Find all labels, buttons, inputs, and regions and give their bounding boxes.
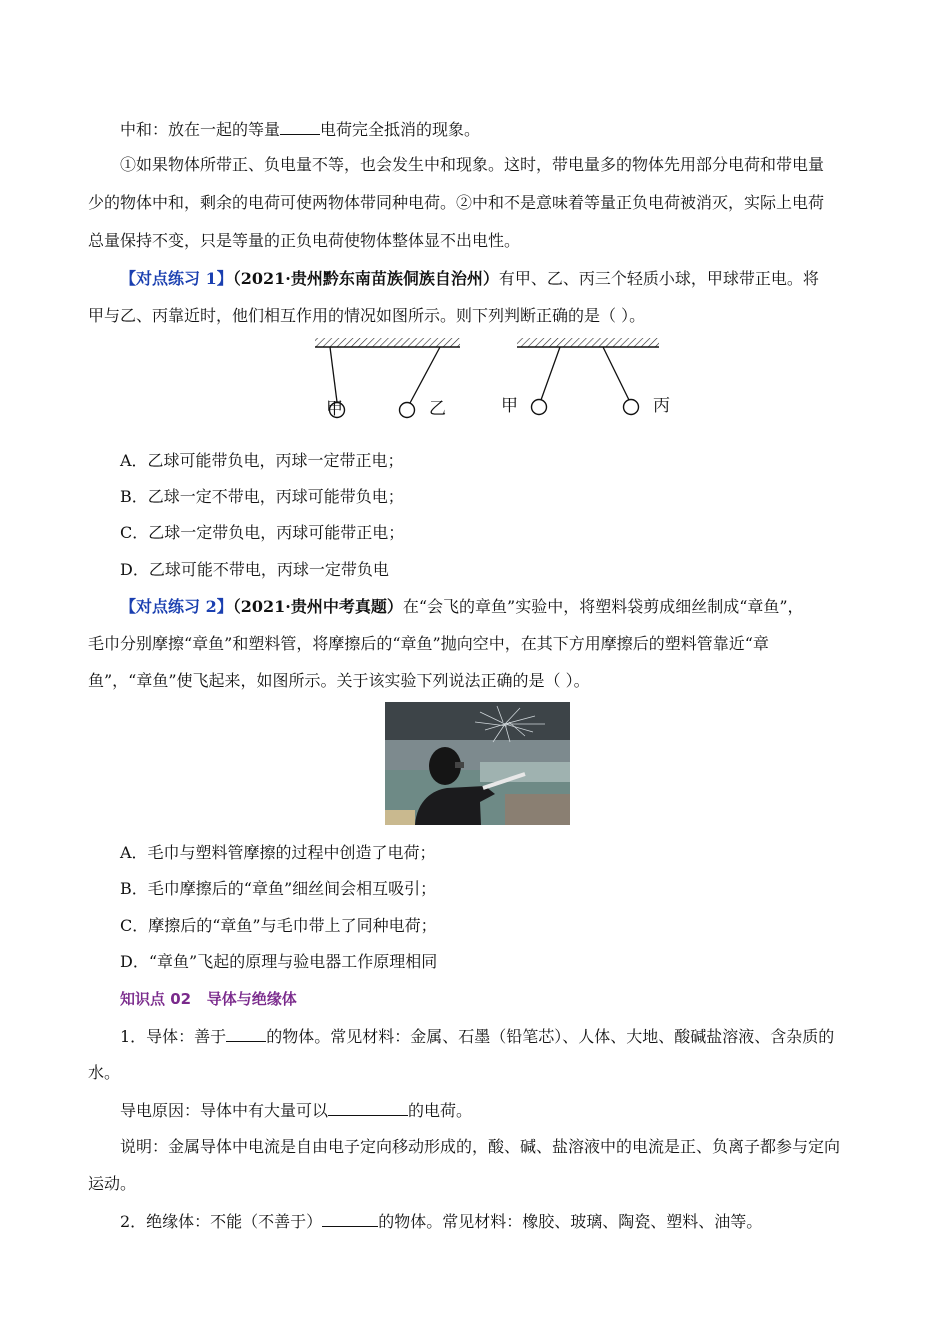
definition-text-end: 电荷完全抵消的现象。 xyxy=(320,120,481,139)
conductor-text-end: 的物体。常见材料：金属、石墨（铅笔芯）、人体、大地、酸碱盐溶液、含杂质的 xyxy=(266,1027,835,1046)
exercise2-stem-text: 在“会飞的章鱼”实验中，将塑料袋剪成细丝制成“章鱼”， xyxy=(402,597,804,616)
exercise1-stem-line2: 甲与乙、丙靠近时，他们相互作用的情况如图所示。则下列判断正确的是（ ）。 xyxy=(88,306,646,325)
conductor-line2: 水。 xyxy=(88,1063,121,1082)
exercise1-stem-text: 有甲、乙、丙三个轻质小球，甲球带正电。将 xyxy=(498,269,819,288)
exercise2-source: （2021·贵州中考真题） xyxy=(232,597,403,616)
neutralization-note-line2: 少的物体中和，剩余的电荷可使两物体带同种电荷。②中和不是意味着等量正负电荷被消灭，实际上电荷 xyxy=(88,193,825,212)
exercise2-stem xyxy=(120,596,804,618)
neutralization-note-line1: ①如果物体所带正、负电量不等，也会发生中和现象。这时，带电量多的物体先用部分电荷和带电量 xyxy=(120,155,825,174)
insulator-text: 2．绝缘体：不能（不善于） xyxy=(120,1212,323,1231)
string xyxy=(410,347,440,403)
section-heading: 知识点 02 导体与绝缘体 xyxy=(120,990,297,1008)
exercise1-source: （2021·贵州黔东南苗族侗族自治州） xyxy=(232,269,499,288)
exercise2-option-b: B．毛巾摩擦后的“章鱼”细丝间会相互吸引； xyxy=(120,879,437,898)
answer-blank xyxy=(328,1099,408,1116)
label-bing: 丙 xyxy=(653,396,670,416)
answer-blank xyxy=(322,1210,378,1227)
flying-octopus-photo xyxy=(385,702,570,825)
string xyxy=(541,347,560,400)
insulator-definition xyxy=(120,1210,762,1233)
exercise2-option-d: D．“章鱼”飞起的原理与验电器工作原理相同 xyxy=(120,952,438,971)
definition-text: 中和：放在一起的等量 xyxy=(120,120,281,139)
answer-blank xyxy=(226,1025,266,1042)
label-jia-left: 甲 xyxy=(326,399,343,419)
exercise2-stem-line3: 鱼”，“章鱼”使飞起来，如图所示。关于该实验下列说法正确的是（ ）。 xyxy=(88,671,590,690)
exercise2-stem-line2: 毛巾分别摩擦“章鱼”和塑料管，将摩擦后的“章鱼”抛向空中，在其下方用摩擦后的塑料管靠近“章 xyxy=(88,634,769,653)
ceiling-right xyxy=(517,338,659,347)
label-jia-right: 甲 xyxy=(501,396,518,416)
exercise1-option-c: C．乙球一定带负电，丙球可能带正电； xyxy=(120,523,405,542)
insulator-text-end: 的物体。常见材料：橡胶、玻璃、陶瓷、塑料、油等。 xyxy=(378,1212,763,1231)
exercise2-option-c: C．摩擦后的“章鱼”与毛巾带上了同种电荷； xyxy=(120,916,437,935)
label-yi: 乙 xyxy=(429,399,446,419)
exercise2-tag: 【对点练习 2】 xyxy=(120,597,233,616)
neutralization-note-line3: 总量保持不变，只是等量的正负电荷使物体整体显不出电性。 xyxy=(88,231,521,250)
explanation-line1: 说明：金属导体中电流是自由电子定向移动形成的，酸、碱、盐溶液中的电流是正、负离子都参与定向 xyxy=(120,1137,841,1156)
ball-jia-right xyxy=(532,400,547,415)
neutralization-definition xyxy=(120,118,480,141)
conductor-definition xyxy=(120,1025,834,1048)
answer-blank xyxy=(280,118,320,135)
ceiling-left xyxy=(315,338,460,347)
ball-bing xyxy=(624,400,639,415)
ball-yi xyxy=(400,403,415,418)
conduction-reason xyxy=(120,1099,472,1122)
hanging-balls-figure xyxy=(300,334,670,426)
exercise1-option-b: B．乙球一定不带电，丙球可能带负电； xyxy=(120,487,404,506)
exercise1-stem xyxy=(120,268,819,290)
exercise1-option-d: D．乙球可能不带电，丙球一定带负电 xyxy=(120,560,389,579)
string xyxy=(603,347,629,400)
reason-text-end: 的电荷。 xyxy=(408,1101,473,1120)
exercise2-option-a: A．毛巾与塑料管摩擦的过程中创造了电荷； xyxy=(120,843,436,862)
explanation-line2: 运动。 xyxy=(88,1174,137,1193)
conductor-text: 1．导体：善于 xyxy=(120,1027,227,1046)
exercise1-tag: 【对点练习 1】 xyxy=(120,269,233,288)
exercise1-option-a: A．乙球可能带负电，丙球一定带正电； xyxy=(120,451,404,470)
reason-text: 导电原因：导体中有大量可以 xyxy=(120,1101,329,1120)
string xyxy=(330,347,337,402)
